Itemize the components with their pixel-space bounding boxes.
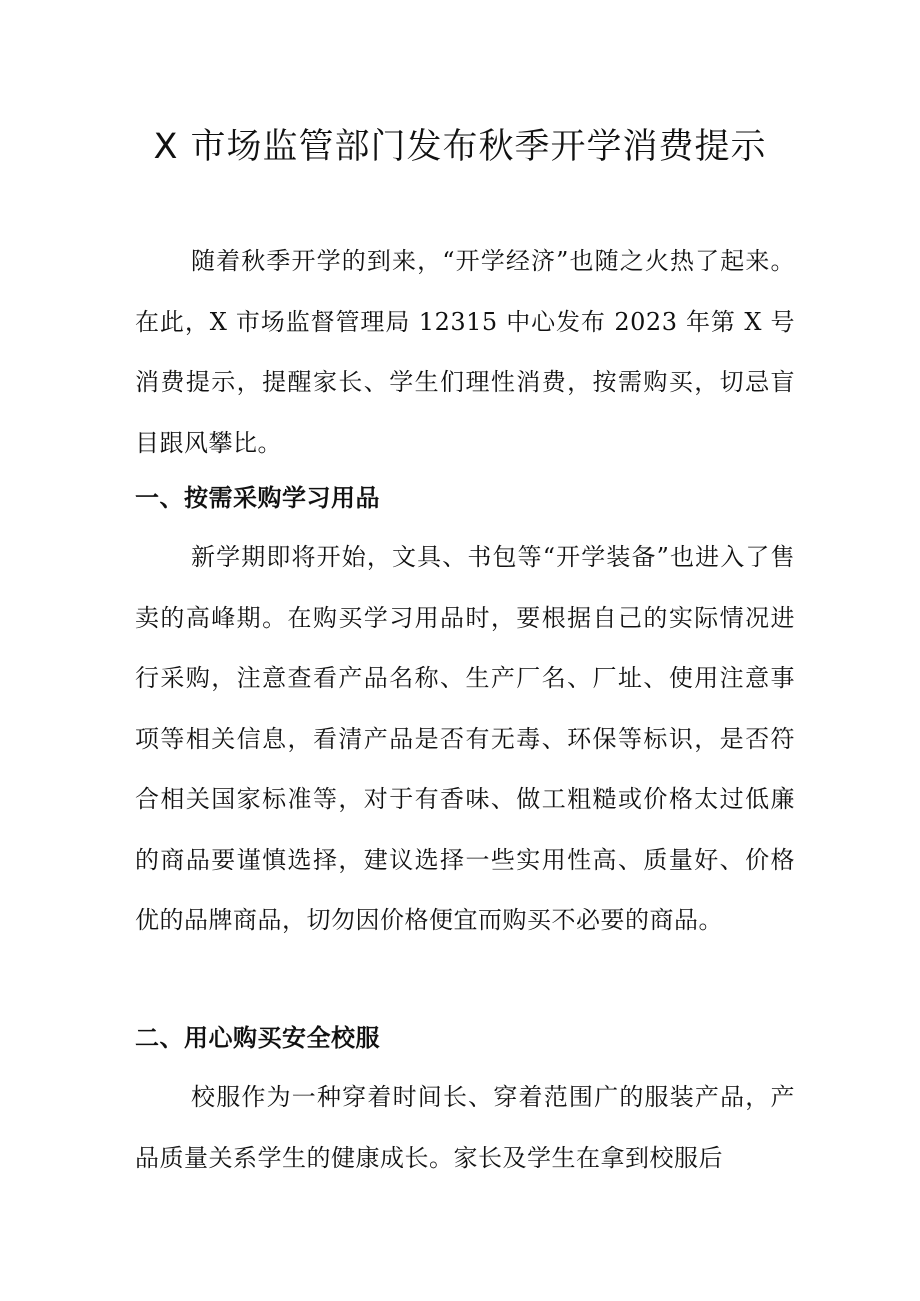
section-heading-1: 一、按需采购学习用品 [135, 484, 380, 512]
section-heading-2: 二、用心购买安全校服 [135, 1024, 380, 1052]
document-title: X 市场监管部门发布秋季开学消费提示 [153, 127, 767, 167]
section-paragraph-1: 新学期即将开始，文具、书包等“开学装备”也进入了售卖的高峰期。在购买学习用品时，要根据自己的实际情况进行采购，注意查看产品名称、生产厂名、厂址、使用注意事项等相关信息，看清产品是否有无毒、环保等标识，是否符合相关国家标准等，对于有香味、做工粗糙或价格太过低廉的商品要谨慎选择，建议选择一些实用性高、质量好、价格优的品牌商品，切勿因价格便宜而购买不必要的商品。 [135, 543, 795, 934]
intro-paragraph: 随着秋季开学的到来，“开学经济”也随之火热了起来。在此，X 市场监督管理局 12315 中心发布 2023 年第 X 号消费提示，提醒家长、学生们理性消费，按需购买，切忌盲目跟风攀比。 [135, 247, 795, 457]
section-paragraph-2: 校服作为一种穿着时间长、穿着范围广的服装产品，产品质量关系学生的健康成长。家长及学生在拿到校服后 [135, 1083, 795, 1172]
